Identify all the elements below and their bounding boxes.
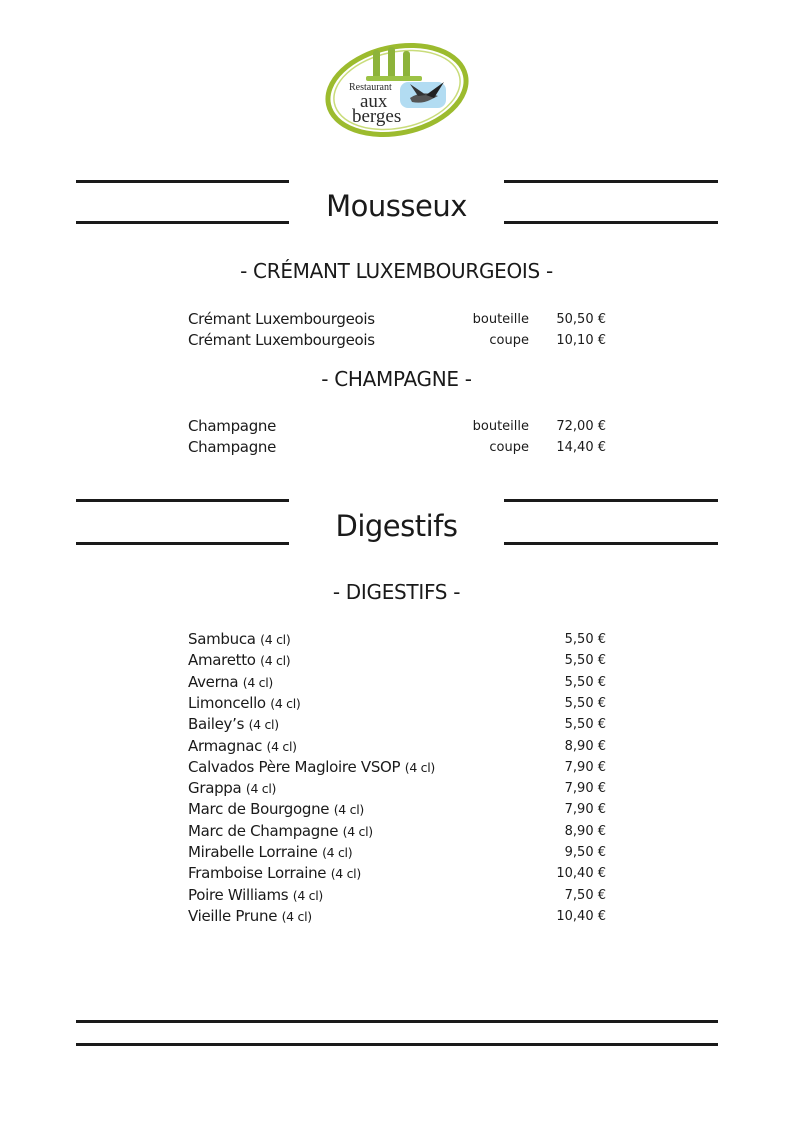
group-heading-cremant: - CRÉMANT LUXEMBOURGEOIS - xyxy=(240,259,553,283)
item-name-text: Framboise Lorraine xyxy=(188,864,327,883)
item-name xyxy=(188,715,279,733)
item-name-text: Calvados Père Magloire VSOP xyxy=(188,757,401,776)
item-name xyxy=(188,800,364,818)
item-price: 5,50 € xyxy=(564,653,606,669)
menu-item xyxy=(188,715,606,736)
menu-item xyxy=(188,864,606,885)
item-name-text: Vieille Prune xyxy=(188,906,278,925)
item-price: 5,50 € xyxy=(564,717,606,733)
item-price: 72,00 € xyxy=(556,419,606,434)
item-unit: coupe xyxy=(489,333,529,348)
logo-emblem-icon xyxy=(322,38,472,138)
item-name xyxy=(188,651,290,669)
item-price: 50,50 € xyxy=(556,312,606,327)
item-price: 10,10 € xyxy=(556,333,606,348)
item-price: 5,50 € xyxy=(564,674,606,690)
item-name xyxy=(188,694,301,712)
item-quantity: (4 cl) xyxy=(248,717,279,733)
item-name-text: Mirabelle Lorraine xyxy=(188,843,318,861)
svg-text:Restaurant: Restaurant xyxy=(349,82,392,93)
item-quantity: (4 cl) xyxy=(260,632,291,647)
item-name: Crémant Luxembourgeois xyxy=(188,331,375,349)
item-quantity: (4 cl) xyxy=(404,759,435,775)
svg-text:berges: berges xyxy=(352,106,402,127)
menu-item xyxy=(188,800,606,821)
item-price: 8,90 € xyxy=(564,823,606,839)
restaurant-logo xyxy=(322,38,472,138)
menu-item xyxy=(188,758,606,779)
item-price: 10,40 € xyxy=(556,866,606,882)
footer-divider-line xyxy=(76,1020,718,1023)
item-price: 7,50 € xyxy=(564,887,606,903)
menu-item xyxy=(188,438,606,459)
menu-item xyxy=(188,779,606,800)
item-name xyxy=(188,822,373,840)
group-heading-champagne: - CHAMPAGNE - xyxy=(321,367,472,391)
item-name xyxy=(188,779,276,797)
item-price: 9,50 € xyxy=(564,845,606,860)
divider-line xyxy=(504,180,718,183)
item-name-text: Marc de Bourgogne xyxy=(188,800,330,819)
item-name xyxy=(188,843,352,861)
item-quantity: (4 cl) xyxy=(242,674,273,690)
item-name xyxy=(188,886,323,904)
item-name-text: Armagnac xyxy=(188,736,263,755)
section-title-digestifs: Digestifs xyxy=(335,509,458,543)
item-name xyxy=(188,673,273,691)
item-unit: bouteille xyxy=(472,312,529,327)
item-quantity: (4 cl) xyxy=(281,908,312,924)
item-price: 10,40 € xyxy=(556,908,606,924)
svg-text:aux: aux xyxy=(360,91,388,112)
menu-item xyxy=(188,630,606,651)
divider-line xyxy=(76,180,289,183)
item-price: 8,90 € xyxy=(564,738,606,754)
item-price: 14,40 € xyxy=(556,440,606,455)
item-name-text: Poire Williams xyxy=(188,885,289,904)
menu-item xyxy=(188,886,606,907)
menu-item xyxy=(188,843,606,864)
item-quantity: (4 cl) xyxy=(333,802,364,818)
menu-item xyxy=(188,417,606,438)
item-name-text: Averna xyxy=(188,672,239,691)
item-name xyxy=(188,737,297,755)
item-price: 5,50 € xyxy=(564,695,606,711)
item-name xyxy=(188,758,435,776)
item-name: Crémant Luxembourgeois xyxy=(188,310,375,328)
item-name-text: Grappa xyxy=(188,779,242,798)
item-name xyxy=(188,864,361,882)
divider-line xyxy=(76,499,289,502)
menu-item xyxy=(188,331,606,352)
item-quantity: (4 cl) xyxy=(292,887,323,903)
item-quantity: (4 cl) xyxy=(342,823,373,839)
menu-item xyxy=(188,310,606,331)
item-quantity: (4 cl) xyxy=(322,845,353,860)
item-name-text: Marc de Champagne xyxy=(188,821,339,840)
item-price: 7,90 € xyxy=(564,759,606,775)
menu-item xyxy=(188,822,606,843)
menu-item xyxy=(188,673,606,694)
section-title-mousseux: Mousseux xyxy=(326,189,467,223)
item-name-text: Amaretto xyxy=(188,651,256,670)
item-quantity: (4 cl) xyxy=(245,781,277,797)
item-quantity: (4 cl) xyxy=(330,866,361,882)
menu-item xyxy=(188,907,606,928)
menu-item xyxy=(188,694,606,715)
item-name-text: Sambuca xyxy=(188,630,256,648)
item-price: 7,90 € xyxy=(564,781,606,797)
divider-line xyxy=(504,499,718,502)
item-quantity: (4 cl) xyxy=(260,653,291,669)
menu-item xyxy=(188,737,606,758)
item-price: 7,90 € xyxy=(564,802,606,818)
item-name: Champagne xyxy=(188,417,277,435)
menu-item xyxy=(188,651,606,672)
item-name-text: Limoncello xyxy=(188,693,266,712)
item-name xyxy=(188,630,290,648)
item-name-text: Bailey’s xyxy=(188,715,245,734)
item-name xyxy=(188,907,312,925)
group-heading-digestifs: - DIGESTIFS - xyxy=(332,580,461,604)
item-quantity: (4 cl) xyxy=(270,695,301,711)
item-name: Champagne xyxy=(188,438,277,456)
item-price: 5,50 € xyxy=(564,632,606,647)
item-unit: bouteille xyxy=(472,419,529,434)
item-quantity: (4 cl) xyxy=(266,738,297,754)
item-unit: coupe xyxy=(489,440,529,455)
footer-divider-line xyxy=(76,1043,718,1046)
